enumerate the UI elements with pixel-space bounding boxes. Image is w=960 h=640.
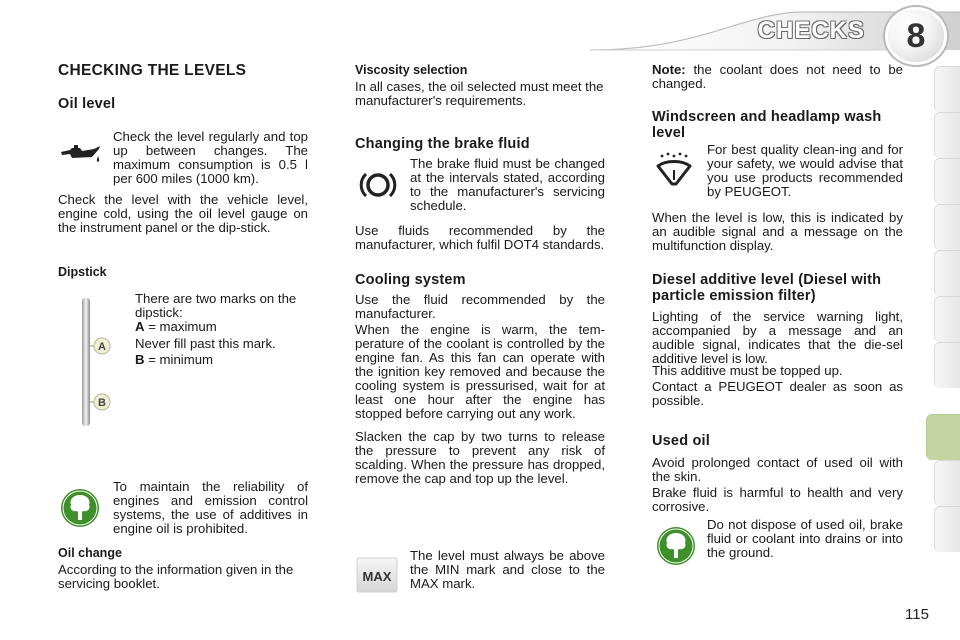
viscosity-text: In all cases, the oil selected must meet the manufacturer's requirements.	[355, 79, 604, 108]
chapter-tab[interactable]	[934, 460, 960, 506]
used-oil-text-2: Brake fluid is harmful to health and very corrosive.	[652, 485, 903, 514]
mark-a-text: = maximum	[144, 319, 217, 334]
washer-fluid-icon	[654, 152, 694, 188]
max-label: MAX	[362, 569, 392, 584]
dipstick-mark-b	[135, 353, 213, 367]
washer-text: When the level is low, this is indicated by an audible signal and a message on the multifunction display.	[652, 210, 903, 253]
max-note-text: The level must always be above the MIN mark and close to the MAX mark.	[410, 548, 605, 591]
cooling-heading: Cooling system	[355, 272, 466, 288]
chapter-tab[interactable]	[934, 342, 960, 388]
dipstick-heading: Dipstick	[58, 265, 107, 279]
page-number: 115	[905, 606, 929, 623]
brake-fluid-heading: Changing the brake fluid	[355, 136, 530, 152]
diesel-text-1: Lighting of the service warning light, accompanied by a message and an audible signal, indicates that the die-sel additive level is low.	[652, 309, 903, 366]
mark-b-letter: B	[135, 352, 145, 367]
diesel-text-3: Contact a PEUGEOT dealer as soon as possible.	[652, 379, 903, 408]
dipstick-illustration	[70, 298, 120, 428]
cooling-text-1: Use the fluid recommended by the manufacturer.	[355, 292, 605, 321]
diesel-heading: Diesel additive level (Diesel with particle emission filter)	[652, 272, 882, 304]
cooling-text-3: Slacken the cap by two turns to release the pressure to prevent any risk of scalding. When the pressure has dropped, remove the cap and top up the level.	[355, 429, 605, 486]
dipstick-label-a: A	[98, 341, 106, 353]
chapter-tab[interactable]	[934, 112, 960, 158]
section-title: CHECKING THE LEVELS	[58, 62, 247, 79]
chapter-tab[interactable]	[934, 158, 960, 204]
chapter-tabs	[926, 66, 960, 576]
chapter-tab[interactable]	[934, 250, 960, 296]
chapter-tab[interactable]	[934, 204, 960, 250]
dipstick-label-b: B	[98, 397, 106, 409]
environment-tree-icon	[656, 526, 696, 566]
oil-change-heading: Oil change	[58, 546, 122, 560]
washer-heading: Windscreen and headlamp wash level	[652, 109, 882, 141]
dipstick-mark-a	[135, 320, 217, 334]
brake-fluid-text: Use fluids recommended by the manufacturer, which fulfil DOT4 standards.	[355, 223, 605, 252]
chapter-tab[interactable]	[934, 66, 960, 112]
additives-text: To maintain the reliability of engines and emission control systems, the use of additives in engine oil is prohibited.	[113, 479, 308, 536]
chapter-tab[interactable]	[934, 296, 960, 342]
brake-warning-icon	[358, 168, 398, 202]
chapter-number-badge: 8	[888, 10, 944, 62]
oil-level-heading: Oil level	[58, 96, 116, 112]
note-text: the coolant does not need to be changed.	[652, 62, 903, 91]
note-label: Note:	[652, 62, 686, 77]
washer-intro: For best quality clean-ing and for your safety, we would advise that you use products recommended by PEUGEOT.	[707, 142, 903, 199]
oil-level-intro: Check the level regularly and top up between changes. The maximum consumption is 0.5 l per 600 miles (1000 km).	[113, 129, 308, 186]
used-oil-heading: Used oil	[652, 433, 710, 449]
mark-a-letter: A	[135, 319, 145, 334]
chapter-title: CHECKS	[757, 17, 865, 44]
dipstick-never-fill: Never fill past this mark.	[135, 336, 276, 351]
viscosity-heading: Viscosity selection	[355, 63, 468, 77]
oil-level-check-text: Check the level with the vehicle level, engine cold, using the oil level gauge on the instrument panel or the dip-stick.	[58, 192, 308, 235]
coolant-note	[652, 63, 903, 91]
diesel-text-2: This additive must be topped up.	[652, 363, 843, 378]
mark-b-text: = minimum	[144, 352, 214, 367]
chapter-tab-active[interactable]	[926, 414, 960, 460]
used-oil-text-1: Avoid prolonged contact of used oil with the skin.	[652, 455, 903, 484]
oil-change-text: According to the information given in the servicing booklet.	[58, 562, 294, 591]
environment-tree-icon	[60, 488, 100, 528]
oil-can-icon	[58, 142, 102, 168]
max-level-icon	[356, 557, 398, 593]
brake-fluid-intro: The brake fluid must be changed at the intervals stated, according to the manufacturer's servicing schedule.	[410, 156, 605, 213]
chapter-tab[interactable]	[934, 506, 960, 552]
cooling-text-2: When the engine is warm, the tem-perature of the coolant is controlled by the engine fan. As this fan can operate with the ignition key removed and because the cooling system is pressurised, wait for at least one hour after the engine has stopped before carrying out any work.	[355, 322, 605, 421]
used-oil-text-3: Do not dispose of used oil, brake fluid or coolant into drains or into the ground.	[707, 517, 903, 560]
dipstick-intro: There are two marks on the dipstick:	[135, 291, 297, 320]
